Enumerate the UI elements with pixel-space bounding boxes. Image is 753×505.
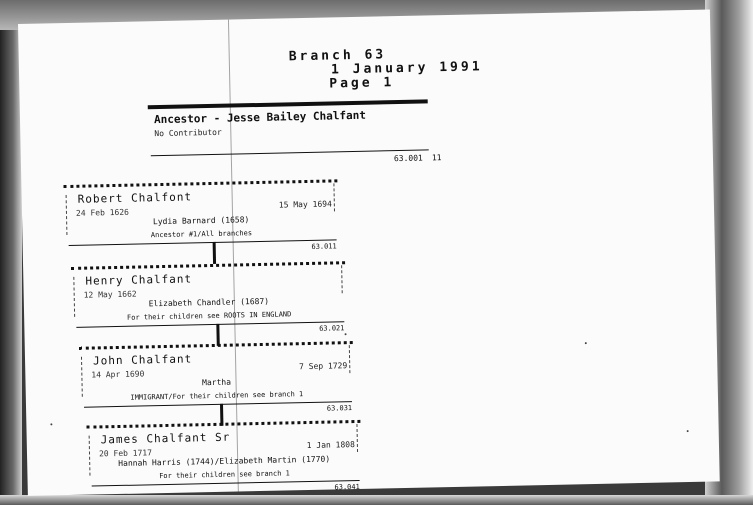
- card-bottom-rule: [69, 239, 337, 246]
- card-left-tick: [66, 195, 69, 235]
- card-left-tick: [89, 436, 92, 476]
- person-spouse: Martha: [202, 377, 232, 388]
- ancestor-top-rule: [148, 99, 428, 109]
- person-spouse: Hannah Harris (1744)/Elizabeth Martin (1770): [118, 454, 331, 468]
- scan-speck: [345, 333, 347, 335]
- page-number: Page 1: [329, 75, 395, 92]
- card-right-tick: [333, 183, 336, 211]
- person-card: [63, 179, 338, 259]
- ancestor-box: [148, 99, 442, 165]
- card-right-tick: [349, 345, 352, 373]
- person-card: [86, 420, 361, 500]
- card-bottom-rule: [76, 321, 344, 328]
- person-death: 1 Jan 1808: [306, 440, 355, 451]
- ancestor-contributor: No Contributor: [154, 127, 222, 139]
- person-number: 63.011: [311, 242, 337, 251]
- person-note: For their children see ROOTS IN ENGLAND: [126, 310, 292, 322]
- person-birth: 20 Feb 1717: [98, 448, 153, 459]
- card-bottom-rule: [84, 401, 352, 408]
- person-card: [71, 261, 346, 341]
- ancestor-mark: 11: [431, 153, 442, 163]
- document-page: [18, 10, 720, 496]
- ancestor-title: Ancestor - Jesse Bailey Chalfant: [153, 108, 367, 127]
- person-name: Robert Chalfont: [77, 190, 193, 206]
- person-birth: 14 Apr 1690: [91, 369, 145, 380]
- person-note: IMMIGRANT/For their children see branch 1: [130, 390, 304, 402]
- scan-speck: [585, 342, 587, 344]
- person-note: For their children see branch 1: [159, 469, 290, 481]
- person-number: 63.021: [319, 324, 345, 333]
- date-label: 1 January 1991: [330, 59, 483, 78]
- card-dotted-rule: [71, 261, 345, 270]
- person-name: John Chalfant: [92, 352, 193, 368]
- card-bottom-rule: [92, 480, 360, 487]
- scan-speck: [687, 430, 689, 432]
- card-left-tick: [73, 277, 76, 317]
- card-dotted-rule: [63, 179, 337, 188]
- lineage-connector: [213, 242, 216, 264]
- ancestor-bottom-rule: [151, 149, 429, 156]
- person-number: 63.041: [334, 482, 360, 492]
- card-left-tick: [81, 357, 84, 397]
- card-dotted-rule: [86, 420, 360, 429]
- scan-speck: [50, 423, 52, 425]
- person-birth: 24 Feb 1626: [75, 207, 130, 218]
- page-header: [289, 46, 483, 92]
- person-name: Henry Chalfant: [85, 272, 193, 288]
- person-name: James Chalfant Sr: [100, 430, 231, 447]
- person-birth: 12 May 1662: [83, 289, 137, 300]
- card-right-tick: [356, 424, 359, 452]
- person-number: 63.031: [326, 404, 353, 413]
- person-note: Ancestor #1/All branches: [150, 229, 253, 240]
- ancestor-number: 63.001: [393, 153, 423, 164]
- card-right-tick: [341, 265, 344, 293]
- lineage-connector: [216, 324, 219, 346]
- person-spouse: Lydia Barnard (1658): [152, 215, 250, 227]
- person-card: [79, 341, 354, 421]
- person-spouse: Elizabeth Chandler (1687): [148, 296, 270, 309]
- person-death: 15 May 1694: [278, 199, 332, 210]
- person-death: 7 Sep 1729: [298, 361, 348, 372]
- branch-label: Branch 63: [288, 47, 387, 65]
